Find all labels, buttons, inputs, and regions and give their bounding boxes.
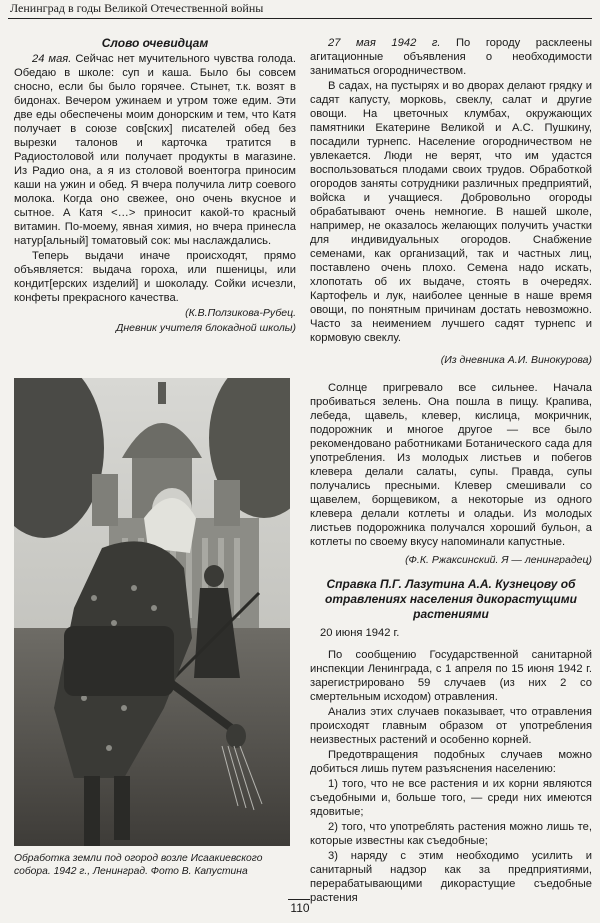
section-heading-eyewitness: Слово очевидцам — [101, 36, 209, 50]
page-number-rule — [288, 899, 310, 900]
source-signature: (Из дневника А.И. Винокурова) — [440, 354, 592, 366]
historical-photo-garden-st-isaacs — [14, 378, 290, 846]
entry-text: По городу расклеены агитационные объявления о необходимости заниматься огородничеством. — [310, 37, 592, 77]
list-item: 2) того, что употреблять растения можно лишь те, которые известны как съедобные; — [310, 821, 592, 847]
right-column — [310, 36, 592, 905]
paragraph: По сообщению Государственной санитарной инспекции Ленинграда, с 1 апреля по 15 июня 1942 г. зарегистрировано 59 случаев (из них 2 со смертельным исходом) отравления. — [310, 649, 592, 703]
report-date: 20 июня 1942 г. — [320, 627, 400, 639]
entry-date: 24 мая. — [32, 53, 72, 65]
diary-entry-may24 — [14, 52, 296, 248]
source-signature: (Ф.К. Ржаксинский. Я — ленинградец) — [405, 554, 592, 566]
source-signature-line1: (К.В.Ползикова-Рубец. — [185, 307, 296, 319]
photo-illustration — [14, 378, 290, 846]
paragraph: Предотвращения подобных случаев можно добиться лишь путем разъяснения населению: — [310, 749, 592, 775]
paragraph: Анализ этих случаев показывает, что отравления происходят главным образом от употребления неизвестных растений и особенно корней. — [310, 706, 592, 746]
entry-text: Сейчас нет мучительного чувства голода. Обедаю в школе: суп и каша. Было бы совсем сносно, если бы было горячее. Стынет, т.к. возят в бидонах. Вечером ужинаем и утром тоже едим. Эти две еды обеспечены моим донорским и тем, что Катя получает в союзе сов[ских] писателей обед без вырезки талонов и карточка тратится в Радиостоловой или получает продукты в магазине. Из Радио она, а я из столовой воентогра приносим каши на ужин и обед. Я вчера получила литр соевого молока. Когда оно свежее, оно очень вкусное и сытное. А Катя <…> приносит какой-то красный витамин. По-моему, явная химия, но вчера принесла натур[альный] томатовый сок: мы наслаждались. — [14, 53, 296, 247]
entry-date: 27 мая 1942 г. — [328, 37, 441, 49]
paragraph: В садах, на пустырях и во дворах делают грядку и садят капусту, морковь, свеклу, салат и другие овощи. На цветочных клумбах, окружающих памятники Екатерине Великой и А.С. Пушкину, посадили турнепс. Население огородничеством не увлекается. Люди не верят, что им удастся воспользоваться плодами своих трудов. Обработкой огородов заняты сотрудники различных предприятий, войска и учащиеся. Добровольно огороды обрабатывают очень немногие. В нашей школе, например, не оказалось желающих получить участки для индивидуальных огородов. Снабжение семенами, как организаций, так и частных лиц, поставлено очень плохо. Семена надо искать, хлопотать об их выдаче, стоять в очередях. Картофель и лук, наиболее ценные в наше время овощи, по понятным причинам достать невозможно. Часто за неимением лучшего садят турнепс и кормовую свеклу. — [310, 80, 592, 344]
source-signature-line2: Дневник учителя блокадной школы) — [115, 322, 296, 334]
page-number: 110 — [290, 901, 310, 915]
section-heading-report: Справка П.Г. Лазутина А.А. Кузнецову об отравлениях населения дикорастущими растениями — [325, 577, 577, 621]
list-item: 1) того, что не все растения и их корни являются съедобными и, больше того, — среди них имеются ядовитые; — [310, 778, 592, 818]
paragraph: Теперь выдачи иначе происходят, прямо объявляется: выдача гороха, или пшеницы, или кондит[ерских изделий] и шоколаду. Сойки исчезли, конфеты прекрасного качества. — [14, 250, 296, 304]
photo-caption: Обработка земли под огород возле Исаакиевского собора. 1942 г., Ленинград. Фото В. Капустина — [14, 853, 263, 877]
paragraph: Солнце пригревало все сильнее. Начала пробиваться зелень. Она пошла в пищу. Крапива, лебеда, щавель, клевер, кислица, мокричник, подорожник и многое другое — все было рекомендовано работниками Ботанического сада для употребления. Из молодых листьев и побегов клевера делали салаты, супы. Правда, супы получались пресными. Клевер смешивали со щавелем, борщевиком, а некоторые из одного клевера делали котлеты и оладьи. Из молодых листьев подорожника получался хороший бульон, а котлеты по своему вкусу напоминали капустные. — [310, 382, 592, 548]
running-header: Ленинград в годы Великой Отечественной войны — [8, 0, 592, 19]
list-item: 3) наряду с этим необходимо усилить и санитарный надзор как за предприятиями, перерабатывающими дикорастущие съедобные растения — [310, 850, 592, 904]
left-column — [14, 36, 296, 335]
diary-entry-may27 — [310, 36, 592, 78]
